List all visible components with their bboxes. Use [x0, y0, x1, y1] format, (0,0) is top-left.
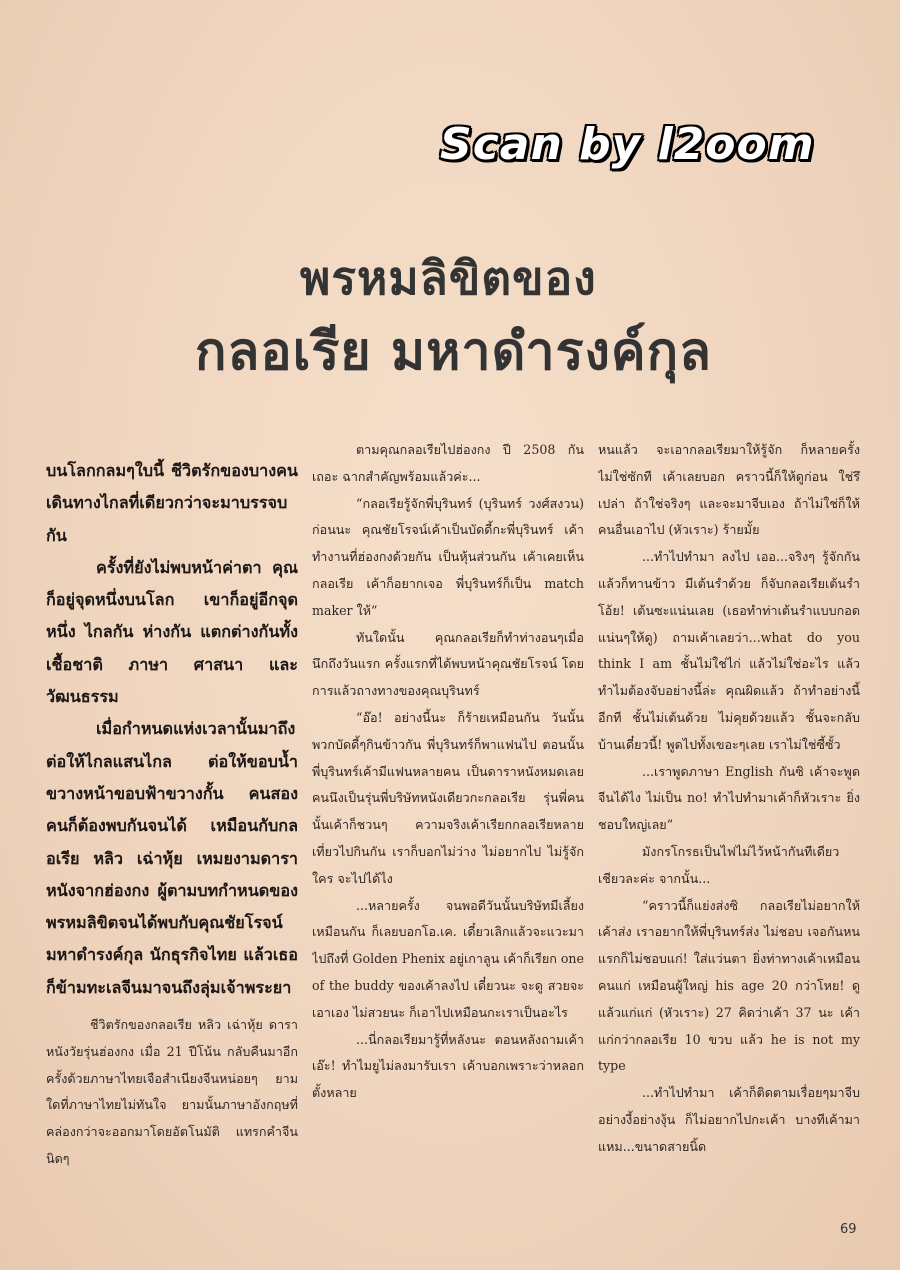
body-paragraph: ...ทำไปทำมา เค้าก็ติดตามเรื่อยๆมาจีบอย่างงี้อย่างงุ้น ก็ไม่อยากไปกะเค้า บางทีเค้ามา แหม...ขนาดสายนิ้ด: [598, 1085, 860, 1154]
text-column-1: [46, 455, 298, 1173]
body-paragraph: มังกรโกรธเป็นไฟไม่ไว้หน้ากันทีเดียวเชียวละค่ะ จากนั้น...: [598, 843, 840, 886]
body-paragraph: ชีวิตรักของกลอเรีย หลิว เฉ่าหุ้ย ดาราหนังวัยรุ่นฮ่องกง เมื่อ 21 ปีโน้น กลับคืนมาอีกครั้งด้วยภาษาไทยเจือสำเนียงจีนหน่อยๆ ยามใดที่ภาษาไทยไม่ทันใจ ยามนั้นภาษาอังกฤษที่คล่องกว่าจะออกมาโดยอัตโนมัติ แทรกคำจีนนิดๆ: [46, 1017, 298, 1167]
body-paragraph: “อ๊อ! อย่างนี้นะ ก็ร้ายเหมือนกัน วันนั้นพวกบัดดี้ๆกินข้าวกัน พี่บุรินทร์ก็พาแฟนไป ตอนนั้นพี่บุรินทร์เค้ามีแฟนหลายคน เป็นดาราหนังหมดเลย คนนึงเป็นรุ่นพี่บริษัทหนังเดียวกะกลอเรีย รุ่นพี่คนนั้นเค้าก็ชวนๆ ความจริงเค้าเรียกกลอเรียหลายเที่ยวไปกินกัน เราก็บอกไม่ว่าง ไม่อยากไป ไม่รู้จักใคร จะไปได้ไง: [312, 709, 584, 886]
body-paragraph: ...ทำไปทำมา ลงไป เออ...จริงๆ รู้จักกันแล้วก็ทานข้าว มีเต้นรำด้วย ก็จับกลอเรียเต้นรำ โอ้ย! เต้นซะแน่นเลย (เธอทำท่าเต้นรำแบบกอดแน่นๆให้ดู) ถามเค้าเลยว่า...what do you think I am ชั้นไม่ใช่ไก่ แล้วไม่ใช่อะไร แล้วทำไมต้องจับอย่างนี้ล่ะ คุณผิดแล้ว ถ้าทำอย่างนี้อีกที ชั้นไม่เต้นด้วย ไม่คุยด้วยแล้ว ชั้นจะกลับบ้านเดี๋ยวนี้! พูดไปทั้งเขอะๆเลย เราไม่ใช่ซี้ซั้ว: [598, 549, 860, 752]
body-paragraph: ...เราพูดภาษา English กันซิ เค้าจะพูดจีนได้ไง ไม่เป็น no! ทำไปทำมาเค้าก็หัวเราะ ยิ่งชอบใหญ่เลย”: [598, 763, 860, 833]
lead-paragraph: บนโลกกลมๆใบนี้ ชีวิตรักของบางคนเดินทางไกลที่เดียวกว่าจะมาบรรจบกัน: [46, 461, 298, 545]
body-paragraph: “คราวนี้ก็แย่งส่งซิ กลอเรียไม่อยากให้เค้าส่ง เราอยากให้พี่บุรินทร์ส่ง ไม่ชอบ เจอกันหนแรกก็ไม่ชอบแก่! ใส่แว่นตา ยิ่งท่าทางเค้าเหมือนคนแก่ เหมือนผู้ใหญ่ his age 20 กว่าโหย! ดูแล้วแก่แก่ (หัวเราะ) 27 คิดว่าเค้า 37 นะ เค้าแก่กว่ากลอเรีย 10 ขวบ แล้ว he is not my type: [598, 897, 860, 1074]
lead-paragraph: ครั้งที่ยังไม่พบหน้าค่าตา คุณก็อยู่จุดหนึ่งบนโลก เขาก็อยู่อีกจุดหนึ่ง ไกลกัน ห่างกัน แตกต่างกันทั้งเชื้อชาติ ภาษา ศาสนา และวัฒนธรรม: [46, 557, 298, 707]
page-number: 69: [840, 1222, 857, 1237]
article-title-line-1: พรหมลิขิตของ: [300, 251, 597, 305]
lead-paragraph: เมื่อกำหนดแห่งเวลานั้นมาถึง ต่อให้ไกลแสนไกล ต่อให้ขอบน้ำขวางหน้าขอบฟ้าขวางกั้น คนสองคนก็ต้องพบกันจนได้ เหมือนกับกลอเรีย หลิว เฉ่าหุ้ย เหมยงามดาราหนังจากฮ่องกง ผู้ตามบทกำหนดของพรหมลิขิตจนได้พบกับคุณชัยโรจน์ มหาดำรงค์กุล นักธุรกิจไทย แล้วเธอก็ข้ามทะเลจีนมาจนถึงลุ่มเจ้าพระยา: [46, 719, 298, 997]
text-column-2: [312, 437, 584, 1107]
body-paragraph: ...หลายครั้ง จนพอดีวันนั้นบริษัทมีเลี้ยงเหมือนกัน ก็เลยบอกโอ.เค. เดี๋ยวเลิกแล้วจะแวะมา ไปถึงที่ Golden Phenix อยู่เกาลูน เค้าก็เรียก one of the buddy ของเค้าลงไป เดี๋ยวนะ จะดู สวยจะเอาเอง ไม่สวยนะ ก็เอาไปเหมือนกะเราเป็นอะไร: [312, 897, 584, 1020]
scan-watermark: Scan by l2oom: [440, 119, 815, 170]
body-paragraph: “กลอเรียรู้จักพี่บุรินทร์ (บุรินทร์ วงศ์สงวน) ก่อนนะ คุณชัยโรจน์เค้าเป็นบัดดี้กะพี่บุรินทร์ เค้าทำงานที่ฮ่องกงด้วยกัน เป็นหุ้นส่วนกัน เค้าเคยเห็นกลอเรีย เค้าก็อยากเจอ พี่บุรินทร์ก็เป็น match maker ให้”: [312, 495, 584, 618]
body-paragraph: ตามคุณกลอเรียไปฮ่องกง ปี 2508 กันเถอะ ฉากสำคัญพร้อมแล้วค่ะ...: [312, 442, 584, 484]
body-paragraph: หนแล้ว จะเอากลอเรียมาให้รู้จัก ก็หลายครั้งไม่ใช่ซักที เค้าเลยบอก คราวนี้ก็ให้ดูก่อน ใช่รึเปล่า ถ้าใช่จริงๆ และจะมาจีบเอง ถ้าไม่ใช่ก็ให้คนอื่นเอาไป (หัวเราะ) ร้ายมั้ย: [598, 442, 860, 538]
body-paragraph: ...นี่กลอเรียมารู้ที่หลังนะ ตอนหลังถามเค้า เอ๊ะ! ทำไมยูไม่ลงมารับเรา เค้าบอกเพราะว่าหลอกตั้งหลาย: [312, 1031, 584, 1101]
body-paragraph: ทันใดนั้น คุณกลอเรียก็ทำท่างอนๆเมื่อนึกถึงวันแรก ครั้งแรกที่ได้พบหน้าคุณชัยโรจน์ โดยการแล้วถางทางของคุณบุรินทร์: [312, 629, 584, 699]
article-title-line-2: กลอเรีย มหาดำรงค์กุล: [195, 322, 713, 382]
text-column-3: [598, 437, 860, 1161]
